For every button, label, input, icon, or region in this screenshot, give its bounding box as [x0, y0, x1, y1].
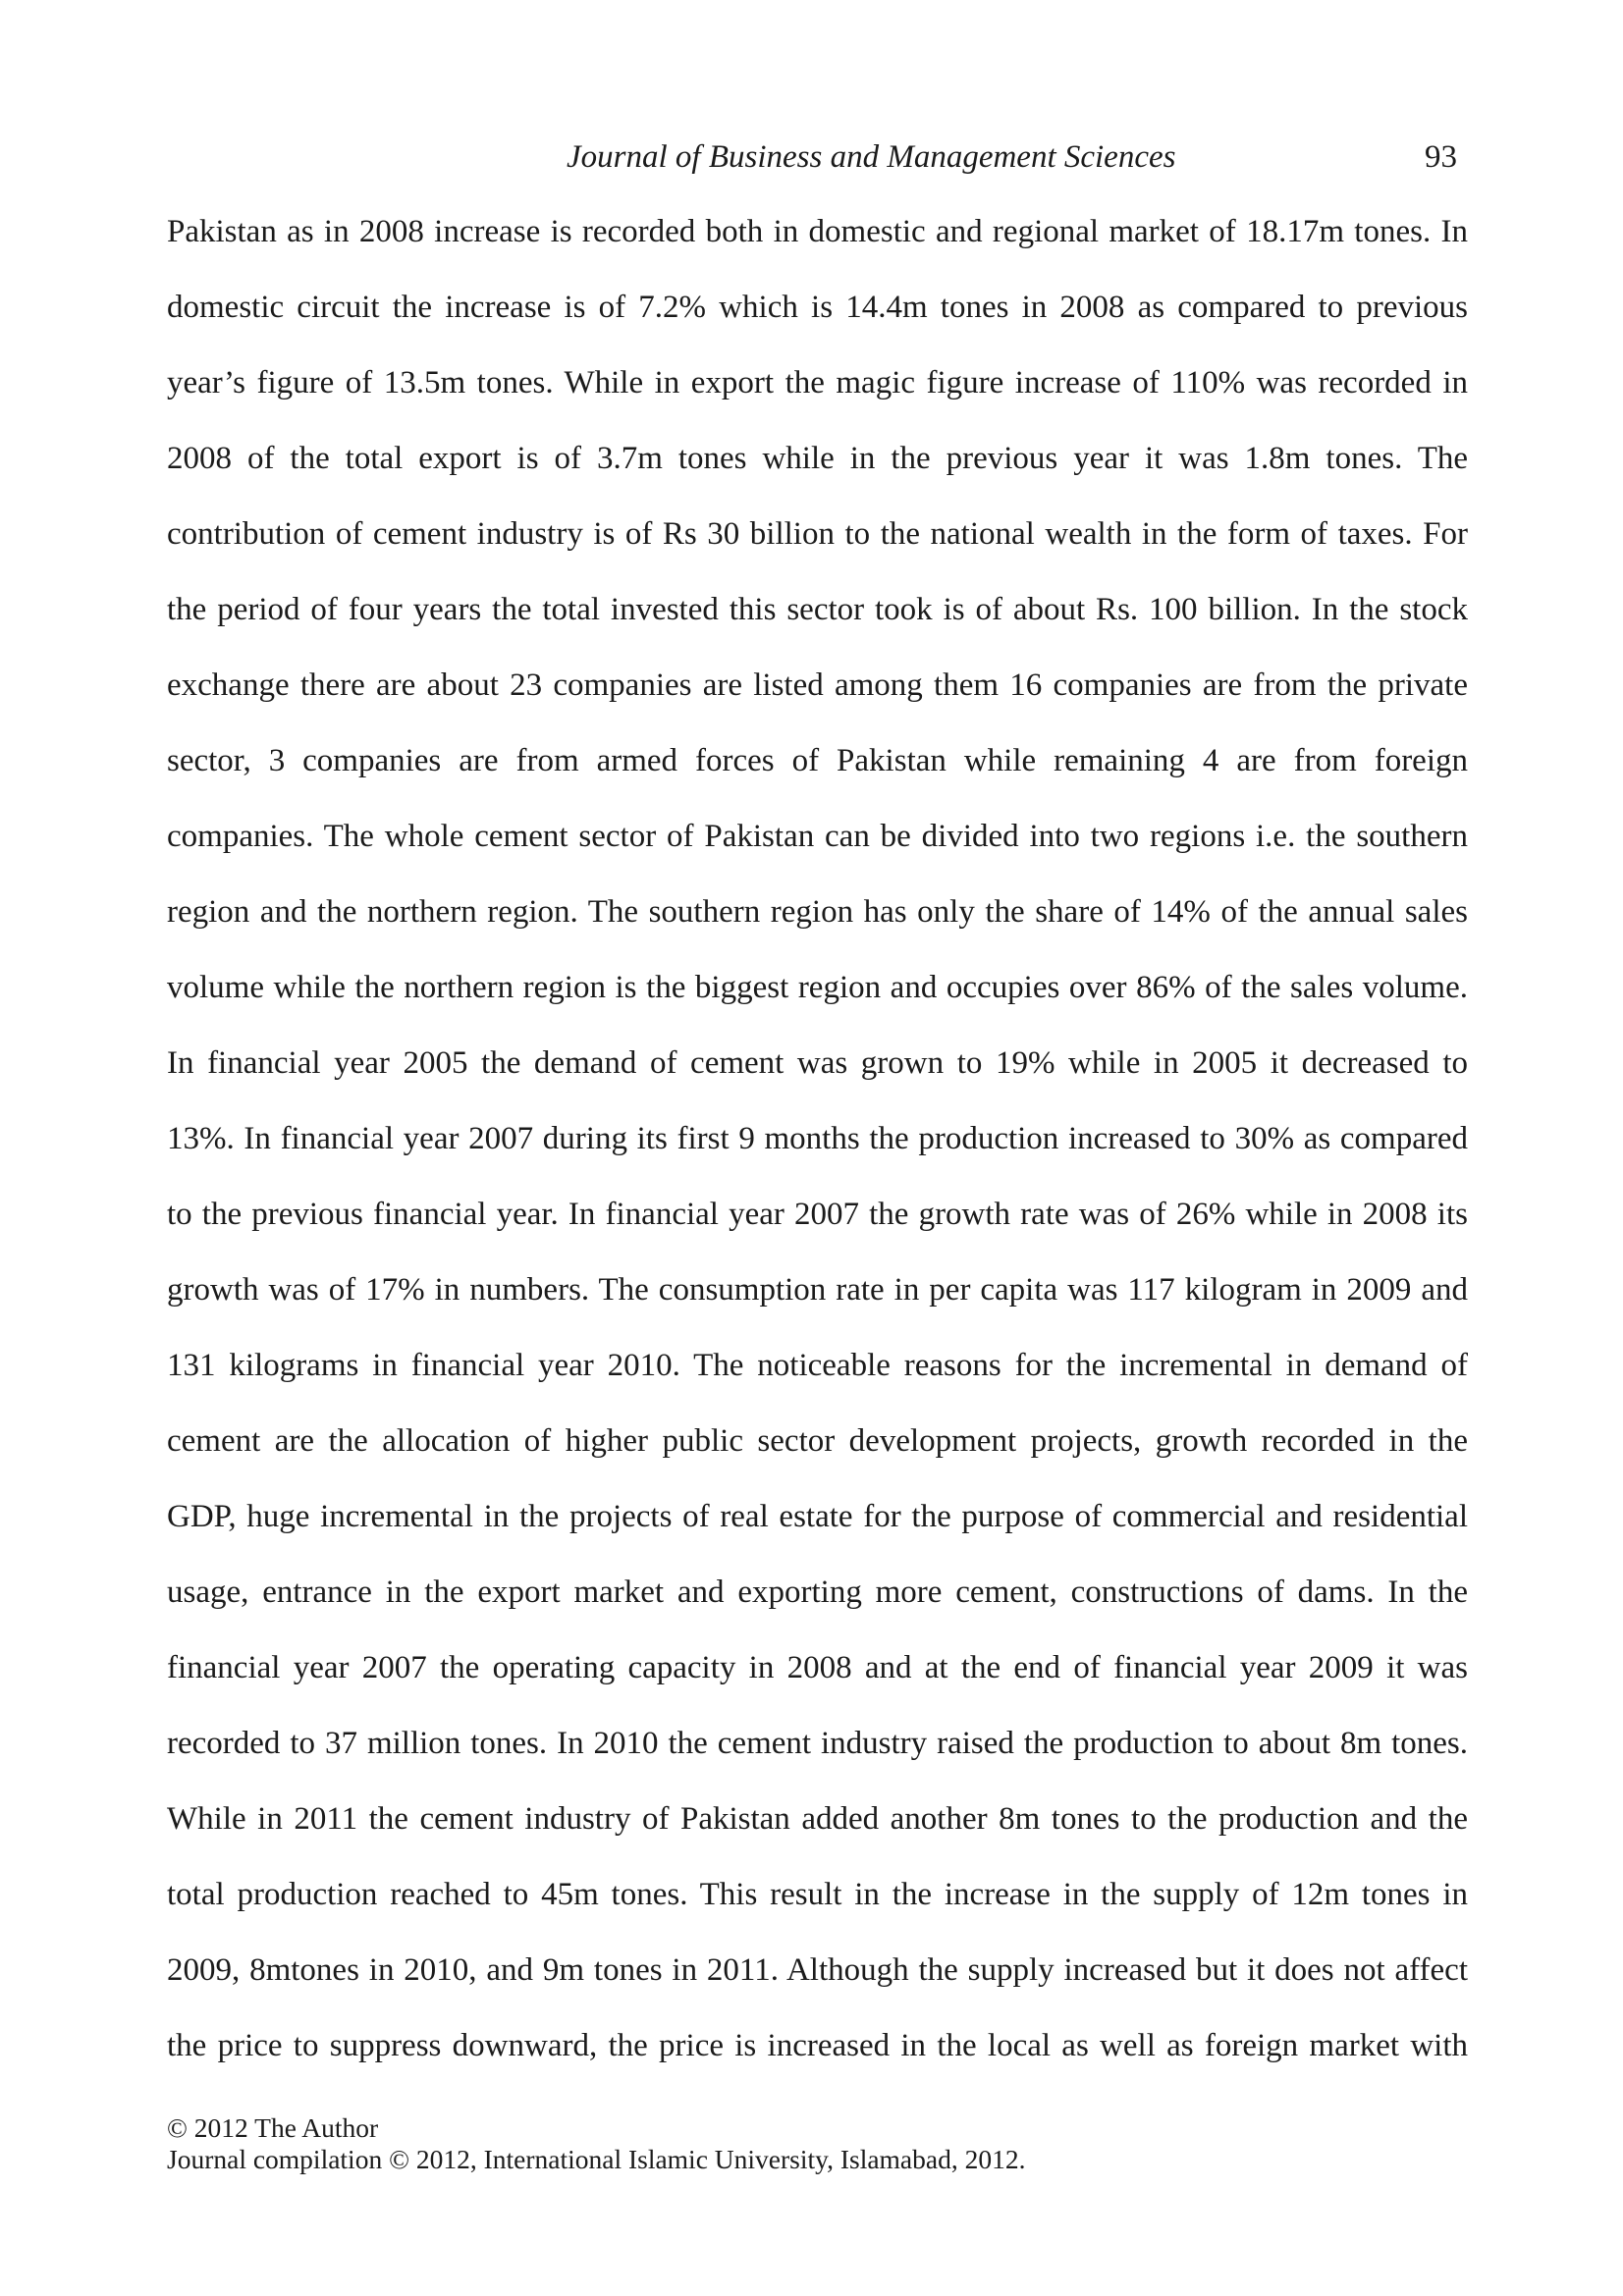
page-number: 93 — [1425, 139, 1457, 175]
body-line: companies. The whole cement sector of Pakistan can be divided into two regions i.e. the southern — [167, 819, 1468, 854]
body-line: contribution of cement industry is of Rs 30 billion to the national wealth in the form of taxes. For — [167, 516, 1468, 552]
footer-journal-compilation: Journal compilation © 2012, International Islamic University, Islamabad, 2012. — [167, 2144, 1026, 2174]
body-line: 2009, 8mtones in 2010, and 9m tones in 2011. Although the supply increased but it does not affect — [167, 1952, 1468, 1988]
body-line: sector, 3 companies are from armed forces of Pakistan while remaining 4 are from foreign — [167, 743, 1468, 778]
body-line: 2008 of the total export is of 3.7m tones while in the previous year it was 1.8m tones. The — [167, 441, 1468, 476]
body-line: recorded to 37 million tones. In 2010 the cement industry raised the production to about 8m tones. — [167, 1726, 1468, 1761]
body-line: exchange there are about 23 companies are listed among them 16 companies are from the private — [167, 667, 1468, 703]
body-line: Pakistan as in 2008 increase is recorded both in domestic and regional market of 18.17m tones. In — [167, 214, 1468, 249]
body-line: 131 kilograms in financial year 2010. The noticeable reasons for the incremental in demand of — [167, 1348, 1468, 1383]
body-line: usage, entrance in the export market and exporting more cement, constructions of dams. In the — [167, 1575, 1468, 1610]
body-paragraph — [167, 194, 1468, 2084]
body-line: 13%. In financial year 2007 during its first 9 months the production increased to 30% as compared — [167, 1121, 1468, 1156]
page-footer — [167, 2112, 1025, 2175]
body-line: the period of four years the total invested this sector took is of about Rs. 100 billion. In the stock — [167, 592, 1468, 627]
body-line: In financial year 2005 the demand of cement was grown to 19% while in 2005 it decreased to — [167, 1045, 1468, 1081]
body-line: GDP, huge incremental in the projects of real estate for the purpose of commercial and residential — [167, 1499, 1468, 1534]
body-line: cement are the allocation of higher public sector development projects, growth recorded in the — [167, 1423, 1468, 1459]
body-line: While in 2011 the cement industry of Pakistan added another 8m tones to the production and the — [167, 1801, 1468, 1837]
running-head-journal-title: Journal of Business and Management Sciences — [567, 139, 1176, 175]
body-line: financial year 2007 the operating capacity in 2008 and at the end of financial year 2009 it was — [167, 1650, 1468, 1685]
body-line: the price to suppress downward, the price is increased in the local as well as foreign market with — [167, 2028, 1468, 2063]
body-line: year’s figure of 13.5m tones. While in export the magic figure increase of 110% was recorded in — [167, 365, 1468, 400]
body-line: total production reached to 45m tones. This result in the increase in the supply of 12m tones in — [167, 1877, 1468, 1912]
body-line: region and the northern region. The southern region has only the share of 14% of the annual sales — [167, 894, 1468, 930]
body-line: volume while the northern region is the biggest region and occupies over 86% of the sales volume. — [167, 970, 1468, 1005]
body-line: growth was of 17% in numbers. The consumption rate in per capita was 117 kilogram in 2009 and — [167, 1272, 1468, 1308]
body-line: to the previous financial year. In financial year 2007 the growth rate was of 26% while in 2008 its — [167, 1197, 1468, 1232]
footer-copyright: © 2012 The Author — [167, 2112, 379, 2143]
body-line: domestic circuit the increase is of 7.2% which is 14.4m tones in 2008 as compared to previous — [167, 290, 1468, 325]
